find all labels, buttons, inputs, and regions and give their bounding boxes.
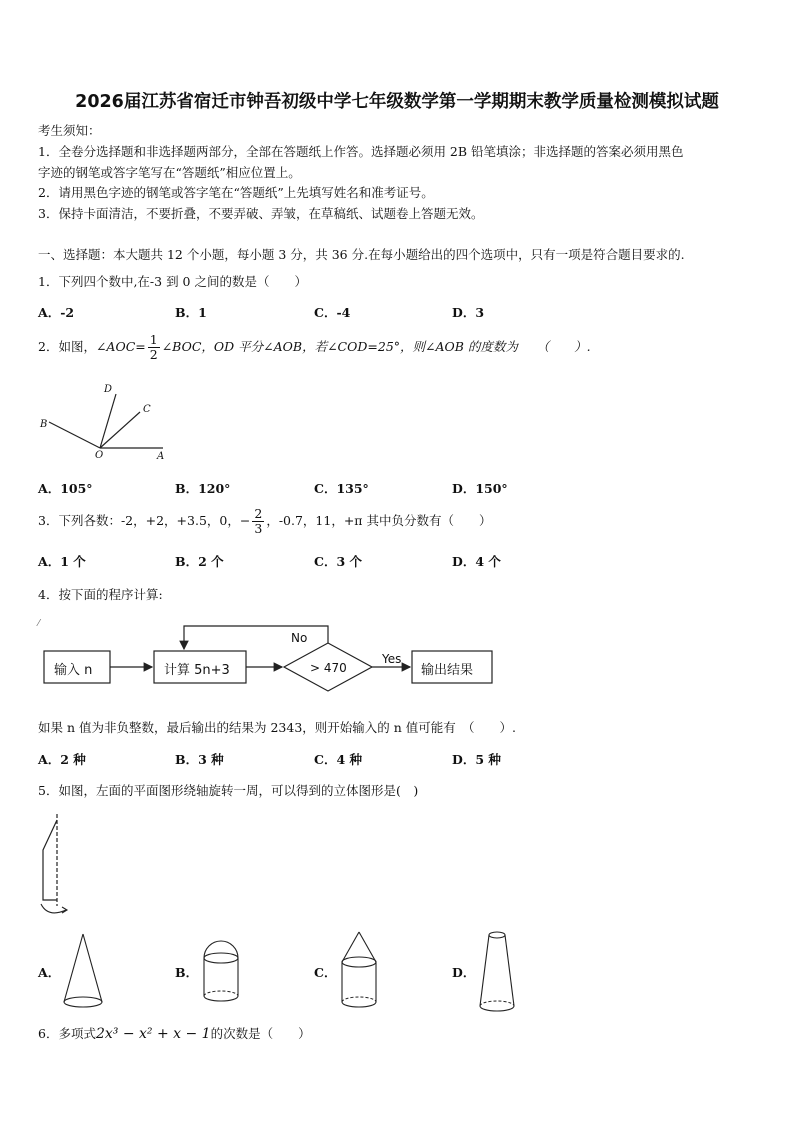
q3-neg-sign: − <box>239 513 251 528</box>
q2-label-c: C <box>143 404 151 415</box>
q5-option-b[interactable]: B． <box>175 965 199 980</box>
q2-rest: ∠BOC，OD 平分∠AOB，若∠COD=25°，则∠AOB 的度数为 （ ）. <box>161 339 591 354</box>
q5-stem: 5．如图，左面的平面图形绕轴旋转一周，可以得到的立体图形是( ) <box>38 783 419 798</box>
q3-frac-den: 3 <box>254 521 263 536</box>
q3-frac-num: 2 <box>254 505 263 521</box>
notice-line-2: 字迹的钢笔或答字笔写在“答题纸”相应位置上。 <box>38 165 301 180</box>
q3-prefix: 3．下列各数：-2，+2，+3.5，0， <box>38 513 240 528</box>
q4-body: 如果 n 值为非负整数，最后输出的结果为 2343，则开始输入的 n 值可能有 （ ）. <box>38 720 517 735</box>
q5-option-c[interactable]: C． <box>314 965 337 980</box>
q5-cone-a <box>60 930 106 1012</box>
q5-cylinder-dome-b <box>200 938 242 1004</box>
q3-stem <box>38 506 491 536</box>
q5-option-d[interactable]: D． <box>452 965 476 980</box>
q4-option-b[interactable]: B．3 种 <box>175 752 224 767</box>
q2-label-a: A <box>157 451 165 462</box>
q2-fraction <box>148 331 160 362</box>
q2-prefix: 2．如图， <box>38 339 96 354</box>
flow-output-box: 输出结果 <box>421 663 474 678</box>
q2-stem <box>38 332 591 362</box>
q4-stem: 4．按下面的程序计算: <box>38 587 163 602</box>
page-title: 2026届江苏省宿迁市钟吾初级中学七年级数学第一学期期末教学质量检测模拟试题 <box>75 92 719 112</box>
q2-option-c[interactable]: C．135° <box>314 481 369 496</box>
svg-text:⁄: ⁄ <box>38 619 40 629</box>
q2-label-b: B <box>40 419 48 430</box>
notice-line-1: 1．全卷分选择题和非选择题两部分，全部在答题纸上作答。选择题必须用 2B 铅笔填涂；非选择题的答案必须用黑色 <box>38 144 684 159</box>
q1-stem: 1．下列四个数中,在-3 到 0 之间的数是（ ） <box>38 274 307 289</box>
q4-option-d[interactable]: D．5 种 <box>452 752 501 767</box>
q6-prefix: 6．多项式 <box>38 1026 96 1041</box>
q4-option-c[interactable]: C．4 种 <box>314 752 362 767</box>
q1-option-b[interactable]: B．1 <box>175 305 207 320</box>
q2-option-d[interactable]: D．150° <box>452 481 508 496</box>
q3-option-d[interactable]: D．4 个 <box>452 554 501 569</box>
q1-option-c[interactable]: C．-4 <box>314 305 351 320</box>
q4-option-a[interactable]: A．2 种 <box>38 752 86 767</box>
q2-frac-den: 2 <box>149 347 158 362</box>
q2-option-a[interactable]: A．105° <box>38 481 93 496</box>
flow-input-box: 输入 n <box>54 663 93 678</box>
q5-cone-cylinder-c <box>338 928 380 1010</box>
flow-compute-box: 计算 5n+3 <box>164 663 230 678</box>
q5-plane-figure <box>36 810 76 922</box>
notice-line-4: 3．保持卡面清洁，不要折叠，不要弄破、弄皱，在草稿纸、试题卷上答题无效。 <box>38 206 484 221</box>
q1-option-a[interactable]: A．-2 <box>38 305 75 320</box>
section-heading: 一、选择题：本大题共 12 个小题，每小题 3 分，共 36 分.在每小题给出的四个选项中，只有一项是符合题目要求的. <box>38 247 685 262</box>
q4-flowchart <box>38 618 498 693</box>
q6-stem <box>38 1024 311 1042</box>
q3-option-c[interactable]: C．3 个 <box>314 554 362 569</box>
q5-frustum-d <box>476 928 518 1014</box>
q3-option-b[interactable]: B．2 个 <box>175 554 224 569</box>
q3-fraction <box>252 505 264 536</box>
q6-rest: 的次数是（ ） <box>210 1026 311 1041</box>
q2-option-b[interactable]: B．120° <box>175 481 231 496</box>
notice-heading: 考生须知： <box>38 123 101 138</box>
q2-label-o: O <box>95 450 104 461</box>
q1-option-d[interactable]: D．3 <box>452 305 485 320</box>
q3-rest: ，-0.7，11，+π 其中负分数有（ ） <box>266 513 492 528</box>
q2-angle-aoc: ∠AOC= <box>95 339 146 354</box>
flow-no-label: No <box>291 631 308 645</box>
q2-label-d: D <box>104 384 113 395</box>
q3-option-a[interactable]: A．1 个 <box>38 554 86 569</box>
q5-option-a[interactable]: A． <box>38 965 61 980</box>
q2-frac-num: 1 <box>149 331 158 347</box>
q6-polynomial: 2x³ − x² + x − 1 <box>95 1026 211 1042</box>
notice-line-3: 2．请用黑色字迹的钢笔或答字笔在“答题纸”上先填写姓名和准考证号。 <box>38 185 434 200</box>
flow-condition: > 470 <box>310 661 347 675</box>
flow-yes-label: Yes <box>382 652 402 666</box>
